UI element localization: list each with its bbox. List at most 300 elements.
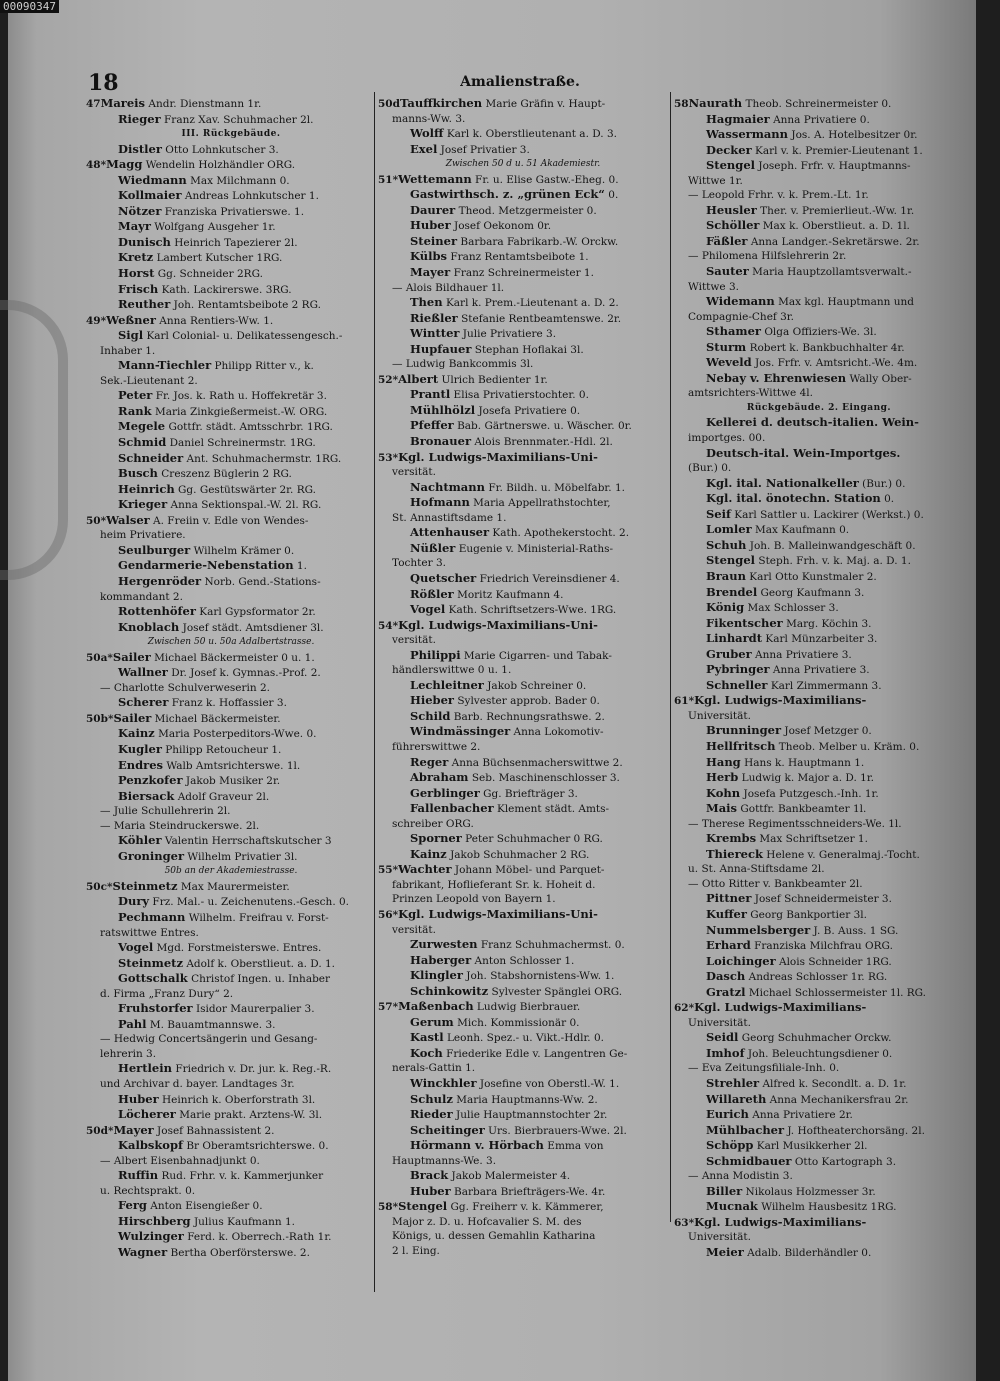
resident-name: Hang [706, 754, 741, 769]
resident-details: Bab. Gärtnerswe. u. Wäscher. 0r. [457, 420, 632, 433]
resident-name: Magg [106, 157, 143, 172]
resident-details: Andreas Lohnkutscher 1. [184, 190, 319, 203]
resident-name: Daurer [410, 202, 456, 217]
resident-details: Wilhelm Hausbesitz 1RG. [761, 1201, 897, 1214]
entry-continuation: importges. 00. [688, 432, 766, 445]
resident-details: Fr. Bildh. u. Möbelfabr. 1. [488, 481, 625, 494]
directory-entry [86, 910, 376, 926]
directory-entry [674, 985, 964, 1001]
resident-details: Philipp Retoucheur 1. [165, 743, 282, 756]
resident-name: Hellfritsch [706, 738, 776, 753]
resident-name: Schild [410, 708, 451, 723]
resident-details: Urs. Bierbrauers-Wwe. 2l. [488, 1124, 627, 1137]
entry-continuation: ratswittwe Entres. [100, 926, 199, 939]
directory-entry [674, 112, 964, 128]
directory-column-1 [86, 96, 376, 1261]
resident-details: Franz Xav. Schuhmacher 2l. [164, 113, 314, 126]
resident-details: 0. [608, 189, 619, 202]
directory-entry [674, 739, 964, 755]
resident-name: Peter [118, 388, 153, 403]
entry-continuation: Wittwe 3. [688, 280, 739, 293]
resident-name: Sthamer [706, 324, 761, 339]
entry-continuation: kommandant 2. [100, 590, 183, 603]
directory-entry [86, 1245, 376, 1261]
resident-details: Michael Schlossermeister 1l. RG. [748, 986, 927, 999]
resident-name: Pechmann [118, 909, 186, 924]
directory-entry [378, 1076, 668, 1092]
directory-entry [86, 313, 376, 329]
directory-column-2 [378, 96, 668, 1259]
resident-details: Marg. Köchin 3. [786, 617, 872, 630]
directory-entry [674, 522, 964, 538]
directory-entry [674, 1046, 964, 1062]
resident-name: Scherer [118, 695, 169, 710]
entry-continuation: Königs, u. dessen Gemahlin Katharina [392, 1230, 596, 1243]
entry-continuation: 2 l. Eing. [392, 1245, 440, 1258]
entry-continuation: Sek.-Lieutenant 2. [100, 374, 198, 387]
resident-details: Sylvester approb. Bader 0. [457, 695, 600, 708]
directory-entry [378, 311, 668, 327]
directory-entry [674, 831, 964, 847]
resident-name: Hirschberg [118, 1213, 191, 1228]
house-number: 50* [86, 514, 107, 527]
resident-details: Dr. Josef k. Gymnas.-Prof. 2. [171, 667, 321, 680]
directory-entry [86, 543, 376, 559]
resident-name: Scheitinger [410, 1122, 485, 1137]
directory-entry [86, 833, 376, 849]
resident-name: Linhardt [706, 631, 763, 646]
resident-name: Steiner [410, 233, 458, 248]
entry-continuation: — Leopold Frhr. v. k. Prem.-Lt. 1r. [688, 189, 869, 202]
resident-details: Karl Zimmermann 3. [770, 679, 882, 692]
directory-entry [378, 234, 668, 250]
resident-name: Naurath [688, 96, 743, 110]
resident-details: Anna Landger.-Sekretärswe. 2r. [750, 235, 920, 248]
directory-entry [674, 1092, 964, 1108]
resident-name: Kgl. Ludwigs-Maximilians- [694, 693, 867, 708]
directory-entry [378, 295, 668, 311]
directory-entry [378, 203, 668, 219]
directory-entry [86, 1123, 376, 1139]
resident-name: Prantl [410, 387, 451, 402]
directory-entry [378, 907, 668, 923]
resident-name: Löcherer [118, 1107, 176, 1122]
resident-name: Nebay v. Ehrenwiesen [706, 370, 847, 385]
directory-entry [86, 142, 376, 158]
directory-entry [86, 1107, 376, 1123]
resident-name: Horst [118, 266, 155, 281]
directory-entry [674, 1076, 964, 1092]
entry-continuation: versität. [392, 923, 436, 936]
resident-name: Rießler [410, 310, 458, 325]
resident-name: Huber [118, 1091, 159, 1106]
resident-name: Pfeffer [410, 418, 454, 433]
resident-details: Franz Schuhmachermst. 0. [480, 939, 625, 952]
resident-name: Heusler [706, 202, 757, 217]
directory-entry [86, 574, 376, 590]
entry-continuation: versität. [392, 466, 436, 479]
directory-entry [674, 538, 964, 554]
resident-name: Reuther [118, 297, 171, 312]
resident-name: Erhard [706, 938, 751, 953]
directory-entry [674, 507, 964, 523]
resident-name: Meier [706, 1245, 744, 1260]
resident-name: Gerum [410, 1014, 454, 1029]
resident-name: Stengel [706, 553, 756, 568]
directory-entry [86, 297, 376, 313]
directory-entry [378, 418, 668, 434]
resident-details: Otto Kartograph 3. [794, 1155, 897, 1168]
street-note: Zwischen 50 u. 50a Adalbertstrasse. [147, 637, 315, 648]
entry-continuation: führerswittwe 2. [392, 740, 481, 753]
resident-details: Josef städt. Amtsdiener 3l. [182, 621, 324, 634]
directory-entry [86, 956, 376, 972]
entry-continuation: Hauptmanns-We. 3. [392, 1154, 497, 1167]
directory-entry [86, 604, 376, 620]
directory-entry [86, 1214, 376, 1230]
directory-entry [86, 1017, 376, 1033]
resident-details: Jakob Schreiner 0. [487, 679, 587, 692]
directory-entry [674, 693, 964, 709]
resident-name: Tauffkirchen [399, 96, 483, 110]
resident-details: Fr. Jos. k. Rath u. Hoffekretär 3. [155, 390, 327, 403]
resident-details: Mgd. Forstmeisterswe. Entres. [156, 942, 322, 955]
directory-entry [86, 388, 376, 404]
directory-entry [86, 188, 376, 204]
resident-name: Mühlhölzl [410, 402, 476, 417]
resident-details: Alois Schneider 1RG. [778, 955, 892, 968]
resident-details: Karl k. Oberstlieutenant a. D. 3. [446, 128, 617, 141]
resident-details: Franz Schreinermeister 1. [453, 267, 594, 280]
street-note: 50b an der Akademiestrasse. [164, 866, 298, 877]
resident-details: A. Freiin v. Edle von Wendes- [153, 514, 309, 527]
resident-name: Pybringer [706, 662, 770, 677]
resident-details: Johann Möbel- und Parquet- [454, 864, 605, 877]
resident-details: Lambert Kutscher 1RG. [156, 252, 283, 265]
directory-entry [86, 665, 376, 681]
section-heading: Rückgebäude. 2. Eingang. [746, 402, 892, 413]
entry-continuation: und Archivar d. bayer. Landtages 3r. [100, 1078, 295, 1090]
directory-entry [378, 434, 668, 450]
entry-continuation: (Bur.) 0. [688, 462, 732, 475]
resident-name: Then [410, 295, 443, 310]
entry-continuation: Universität. [688, 709, 751, 722]
resident-details: Heinrich Tapezierer 2l. [174, 236, 298, 249]
directory-entry [674, 143, 964, 159]
resident-name: Wallner [118, 665, 168, 680]
resident-details: Josef Privatier 3. [440, 143, 530, 156]
resident-name: Schuh [706, 537, 747, 552]
resident-name: Kgl. ital. önotechn. Station [706, 491, 881, 506]
directory-entry [86, 404, 376, 420]
resident-name: Nachtmann [410, 479, 485, 494]
resident-details: Stephan Hoflakai 3l. [474, 343, 584, 356]
resident-name: Schmidbauer [706, 1153, 792, 1168]
resident-name: Gendarmerie-Nebenstation [118, 558, 294, 573]
directory-entry [378, 96, 668, 112]
resident-details: Friederike Edle v. Langentren Ge- [446, 1047, 628, 1060]
directory-entry [86, 157, 376, 173]
resident-details: Theob. Schreinermeister 0. [745, 98, 892, 110]
directory-entry [378, 1015, 668, 1031]
resident-name: Distler [118, 141, 162, 156]
resident-name: Decker [706, 142, 752, 157]
entry-continuation: — Otto Ritter v. Bankbeamter 2l. [688, 877, 863, 890]
house-number: 48* [86, 159, 107, 172]
resident-details: Kath. Apothekerstocht. 2. [492, 527, 630, 540]
resident-details: Josef Oekonom 0r. [454, 220, 552, 233]
entry-continuation: — Julie Schullehrerin 2l. [100, 805, 231, 818]
resident-details: Franziska Privatierswe. 1. [164, 205, 305, 218]
resident-name: Haberger [410, 952, 472, 967]
directory-entry [86, 849, 376, 865]
resident-name: Philippi [410, 647, 461, 662]
resident-name: Kellerei d. deutsch-italien. Wein- [706, 415, 919, 430]
resident-details: Josef Metzger 0. [784, 725, 872, 738]
entry-continuation: — Alois Bildhauer 1l. [392, 281, 505, 294]
resident-name: Schöller [706, 218, 760, 233]
street-note: Zwischen 50 d u. 51 Akademiestr. [445, 159, 601, 170]
directory-entry [378, 541, 668, 557]
resident-name: Mareis [100, 96, 146, 110]
resident-name: Biersack [118, 788, 175, 803]
resident-details: Barbara Briefträgers-We. 4r. [454, 1185, 606, 1198]
directory-entry [674, 158, 964, 174]
resident-name: Pittner [706, 891, 752, 906]
resident-details: Ludwig k. Major a. D. 1r. [741, 772, 875, 785]
resident-details: 1. [296, 560, 307, 573]
resident-name: Krembs [706, 831, 757, 846]
resident-details: Hans k. Hauptmann 1. [744, 756, 865, 769]
directory-entry [378, 847, 668, 863]
resident-details: Max kgl. Hauptmann und [778, 296, 914, 309]
resident-details: Anna Rentiers-Ww. 1. [159, 314, 274, 327]
resident-name: Bronauer [410, 434, 471, 449]
resident-details: Jos. A. Hotelbesitzer 0r. [791, 129, 918, 142]
resident-details: Gottfr. Bankbeamter 1l. [740, 803, 867, 816]
directory-entry [86, 219, 376, 235]
directory-entry [86, 358, 376, 374]
resident-name: Abraham [410, 770, 469, 785]
house-number: 50d [378, 98, 400, 110]
house-number: 53* [378, 451, 399, 464]
resident-details: Maria Appellrathstochter, [473, 497, 611, 510]
directory-entry [378, 218, 668, 234]
resident-name: Schneider [118, 450, 184, 465]
resident-details: Bertha Oberförsterswe. 2. [170, 1247, 310, 1260]
resident-name: Fallenbacher [410, 801, 494, 816]
resident-details: Max Milchmann 0. [190, 174, 290, 187]
resident-details: Ulrich Bedienter 1r. [441, 373, 548, 386]
resident-details: M. Bauamtmannswe. 3. [149, 1018, 276, 1031]
resident-details: Joh. Beleuchtungsdiener 0. [747, 1047, 893, 1060]
house-number: 47 [86, 98, 101, 110]
entry-continuation: Major z. D. u. Hofcavalier S. M. des [392, 1215, 582, 1228]
resident-name: Willareth [706, 1091, 767, 1106]
resident-details: Otto Lohnkutscher 3. [165, 143, 279, 156]
directory-entry [86, 758, 376, 774]
directory-entry [86, 282, 376, 298]
resident-name: Weveld [706, 355, 752, 370]
resident-details: Jos. Frfr. v. Amtsricht.-We. 4m. [755, 357, 918, 370]
resident-name: Külbs [410, 249, 447, 264]
resident-name: Fruhstorfer [118, 1001, 193, 1016]
directory-entry [86, 513, 376, 529]
directory-entry [378, 480, 668, 496]
directory-entry [86, 1138, 376, 1154]
entry-continuation: Tochter 3. [392, 557, 446, 570]
directory-entry [674, 553, 964, 569]
entry-continuation: — Charlotte Schulverweserin 2. [100, 681, 271, 694]
directory-entry [86, 466, 376, 482]
resident-name: Ferg [118, 1198, 147, 1213]
resident-details: Heinrich k. Oberforstrath 3l. [162, 1093, 316, 1106]
directory-entry [86, 173, 376, 189]
directory-entry [674, 786, 964, 802]
resident-details: Anton Eisengießer 0. [150, 1200, 263, 1213]
resident-name: Penzkofer [118, 773, 183, 788]
directory-entry [674, 476, 964, 492]
resident-details: Norb. Gend.-Stations- [204, 575, 321, 588]
entry-continuation: — Maria Steindruckerswe. 2l. [100, 819, 260, 832]
resident-details: Marie Cigarren- und Tabak- [463, 649, 612, 662]
resident-details: Gg. Schneider 2RG. [157, 268, 263, 281]
resident-name: Mucnak [706, 1199, 758, 1214]
resident-name: König [706, 600, 745, 615]
directory-entry [674, 340, 964, 356]
resident-name: Brendel [706, 584, 758, 599]
entry-continuation: — Albert Eisenbahnadjunkt 0. [100, 1154, 260, 1167]
resident-name: Imhof [706, 1045, 745, 1060]
directory-entry [674, 1199, 964, 1215]
resident-details: Klement städt. Amts- [496, 803, 610, 816]
directory-entry [378, 618, 668, 634]
directory-entry [86, 894, 376, 910]
resident-details: Seb. Maschinenschlosser 3. [471, 772, 620, 785]
resident-name: Mayer [410, 265, 451, 280]
resident-name: Busch [118, 466, 158, 481]
directory-entry [378, 265, 668, 281]
resident-details: Jakob Malermeister 4. [451, 1170, 571, 1183]
directory-entry [674, 203, 964, 219]
entry-continuation: — Ludwig Bankcommis 3l. [392, 358, 534, 371]
resident-details: Georg Kaufmann 3. [760, 586, 865, 599]
resident-details: Wolfgang Ausgeher 1r. [154, 221, 276, 234]
directory-entry [86, 435, 376, 451]
resident-name: Zurwesten [410, 937, 478, 952]
directory-entry [86, 773, 376, 789]
resident-name: Knoblach [118, 619, 180, 634]
entry-continuation: Compagnie-Chef 3r. [688, 310, 795, 323]
directory-entry [86, 1229, 376, 1245]
resident-name: Attenhauser [410, 525, 490, 540]
resident-name: Kgl. Ludwigs-Maximilians-Uni- [398, 449, 598, 464]
resident-details: 0. [884, 493, 895, 506]
resident-name: Widemann [706, 294, 775, 309]
house-number: 58 [674, 98, 689, 110]
resident-details: Ludwig Bierbrauer. [476, 1001, 581, 1014]
directory-entry [378, 142, 668, 158]
directory-entry [86, 1198, 376, 1214]
house-number: 63* [674, 1216, 695, 1229]
directory-entry [674, 569, 964, 585]
resident-details: Gg. Freiherr v. k. Kämmerer, [450, 1201, 604, 1214]
directory-entry [378, 937, 668, 953]
directory-entry [378, 450, 668, 466]
binder-ring-shadow [0, 300, 68, 580]
resident-name: Sauter [706, 264, 749, 279]
directory-entry [674, 1123, 964, 1139]
directory-entry [86, 250, 376, 266]
directory-entry [86, 419, 376, 435]
directory-entry [674, 1215, 964, 1231]
directory-entry [674, 891, 964, 907]
directory-entry [674, 662, 964, 678]
resident-name: Endres [118, 757, 164, 772]
house-number: 54* [378, 619, 399, 632]
resident-name: Schöpp [706, 1138, 754, 1153]
directory-entry [674, 938, 964, 954]
resident-name: Exel [410, 141, 438, 156]
resident-details: Max k. Oberstlieut. a. D. 1l. [762, 220, 910, 233]
resident-details: Josefine von Oberstl.-W. 1. [479, 1078, 620, 1090]
resident-details: Jakob Musiker 2r. [185, 775, 281, 788]
resident-details: Br Oberamtsrichterswe. 0. [186, 1140, 329, 1153]
column-divider [670, 92, 671, 1222]
directory-entry [86, 497, 376, 513]
house-number: 50d* [86, 1124, 114, 1137]
entry-continuation: amtsrichters-Wittwe 4l. [688, 387, 813, 400]
resident-details: Isidor Maurerpalier 3. [195, 1003, 315, 1016]
resident-details: Joseph. Frfr. v. Hauptmanns- [758, 160, 911, 173]
resident-details: Maria Hauptmanns-Ww. 2. [456, 1093, 598, 1106]
directory-entry [378, 326, 668, 342]
directory-entry [378, 1168, 668, 1184]
resident-details: Alfred k. Secondlt. a. D. 1r. [762, 1078, 907, 1090]
resident-name: Sailer [113, 710, 152, 725]
entry-continuation: St. Annastiftsdame 1. [392, 511, 507, 524]
resident-name: Biller [706, 1183, 743, 1198]
resident-details: Max Schriftsetzer 1. [759, 833, 868, 846]
resident-name: Klingler [410, 968, 463, 983]
resident-details: Creszenz Büglerin 2 RG. [161, 468, 292, 481]
directory-entry [86, 204, 376, 220]
resident-name: Schinkowitz [410, 983, 489, 998]
resident-name: Sturm [706, 339, 747, 354]
resident-name: Hörmann v. Hörbach [410, 1138, 544, 1153]
resident-name: Nummelsberger [706, 922, 811, 937]
directory-entry [378, 709, 668, 725]
resident-details: Karl Gypsformator 2r. [199, 606, 316, 619]
resident-name: Frisch [118, 281, 159, 296]
resident-name: Steinmetz [118, 955, 183, 970]
directory-entry [674, 907, 964, 923]
resident-details: Anna Mechanikersfrau 2r. [769, 1093, 909, 1106]
resident-details: Anton Schlosser 1. [474, 954, 575, 967]
resident-name: Wiedmann [118, 172, 187, 187]
directory-entry [86, 235, 376, 251]
directory-entry [674, 355, 964, 371]
directory-entry [86, 1092, 376, 1108]
directory-entry [86, 940, 376, 956]
directory-entry [674, 446, 964, 462]
resident-name: Maßenbach [398, 999, 474, 1014]
directory-entry [674, 954, 964, 970]
entry-continuation: u. Rechtsprakt. 0. [100, 1184, 196, 1197]
resident-details: Eugenie v. Ministerial-Raths- [458, 542, 614, 555]
resident-name: Steinmetz [112, 878, 178, 893]
resident-name: Albert [398, 371, 439, 386]
